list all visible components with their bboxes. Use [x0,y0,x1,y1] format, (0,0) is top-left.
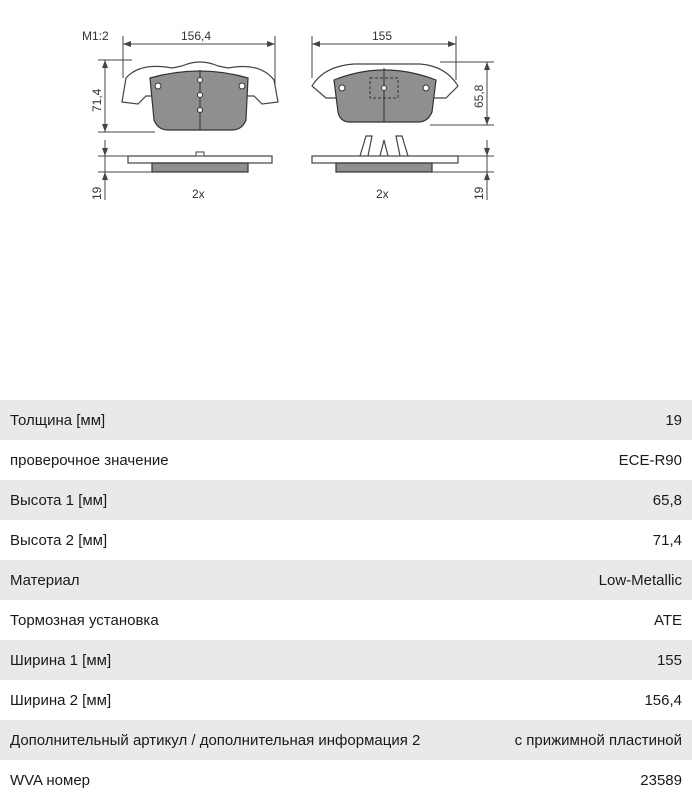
spec-row [0,560,692,600]
spec-label: Ширина 1 [мм] [10,651,112,669]
spec-row [0,720,692,760]
specifications-table [0,400,692,800]
spec-label: Дополнительный артикул / дополнительная информация 2 [10,731,421,749]
spec-row [0,680,692,720]
spec-value: 156,4 [644,691,682,709]
spec-value: 23589 [640,771,682,789]
spec-row [0,760,692,800]
spec-value: ECE-R90 [618,451,682,469]
left-pad-thickness-label: 19 [90,186,104,200]
spec-label: проверочное значение [10,451,169,469]
brake-pad-technical-drawing [0,0,692,215]
spec-row [0,400,692,440]
spec-value: 65,8 [652,491,682,509]
scale-label: M1:2 [82,29,109,43]
left-pad-side-view [90,140,272,201]
spec-row [0,520,692,560]
right-pad-width-label: 155 [372,29,393,43]
spec-label: Высота 1 [мм] [10,491,108,509]
spec-label: Толщина [мм] [10,411,106,429]
spec-value: Low-Metallic [598,571,682,589]
spec-label: Высота 2 [мм] [10,531,108,549]
right-pad-front-view [312,29,494,125]
right-pad-height-label: 65,8 [472,84,486,108]
left-pad-front-view [90,29,278,132]
right-pad-thickness-label: 19 [472,186,486,200]
left-pad-height-label: 71,4 [90,88,104,112]
spec-value: 19 [665,411,682,429]
spec-value: 71,4 [652,531,682,549]
spec-label: WVA номер [10,771,91,789]
spec-label: Ширина 2 [мм] [10,691,112,709]
spec-row [0,640,692,680]
spec-label: Материал [10,571,80,589]
spec-value: с прижимной пластиной [514,731,682,749]
spec-row [0,440,692,480]
spec-value: ATE [653,611,682,629]
left-pad-qty-label: 2x [192,187,205,201]
spec-value: 155 [656,651,682,669]
left-pad-width-label: 156,4 [181,29,212,43]
right-pad-side-view [312,136,494,201]
spec-label: Тормозная установка [10,611,159,629]
spec-row [0,600,692,640]
spec-row [0,480,692,520]
right-pad-qty-label: 2x [376,187,389,201]
